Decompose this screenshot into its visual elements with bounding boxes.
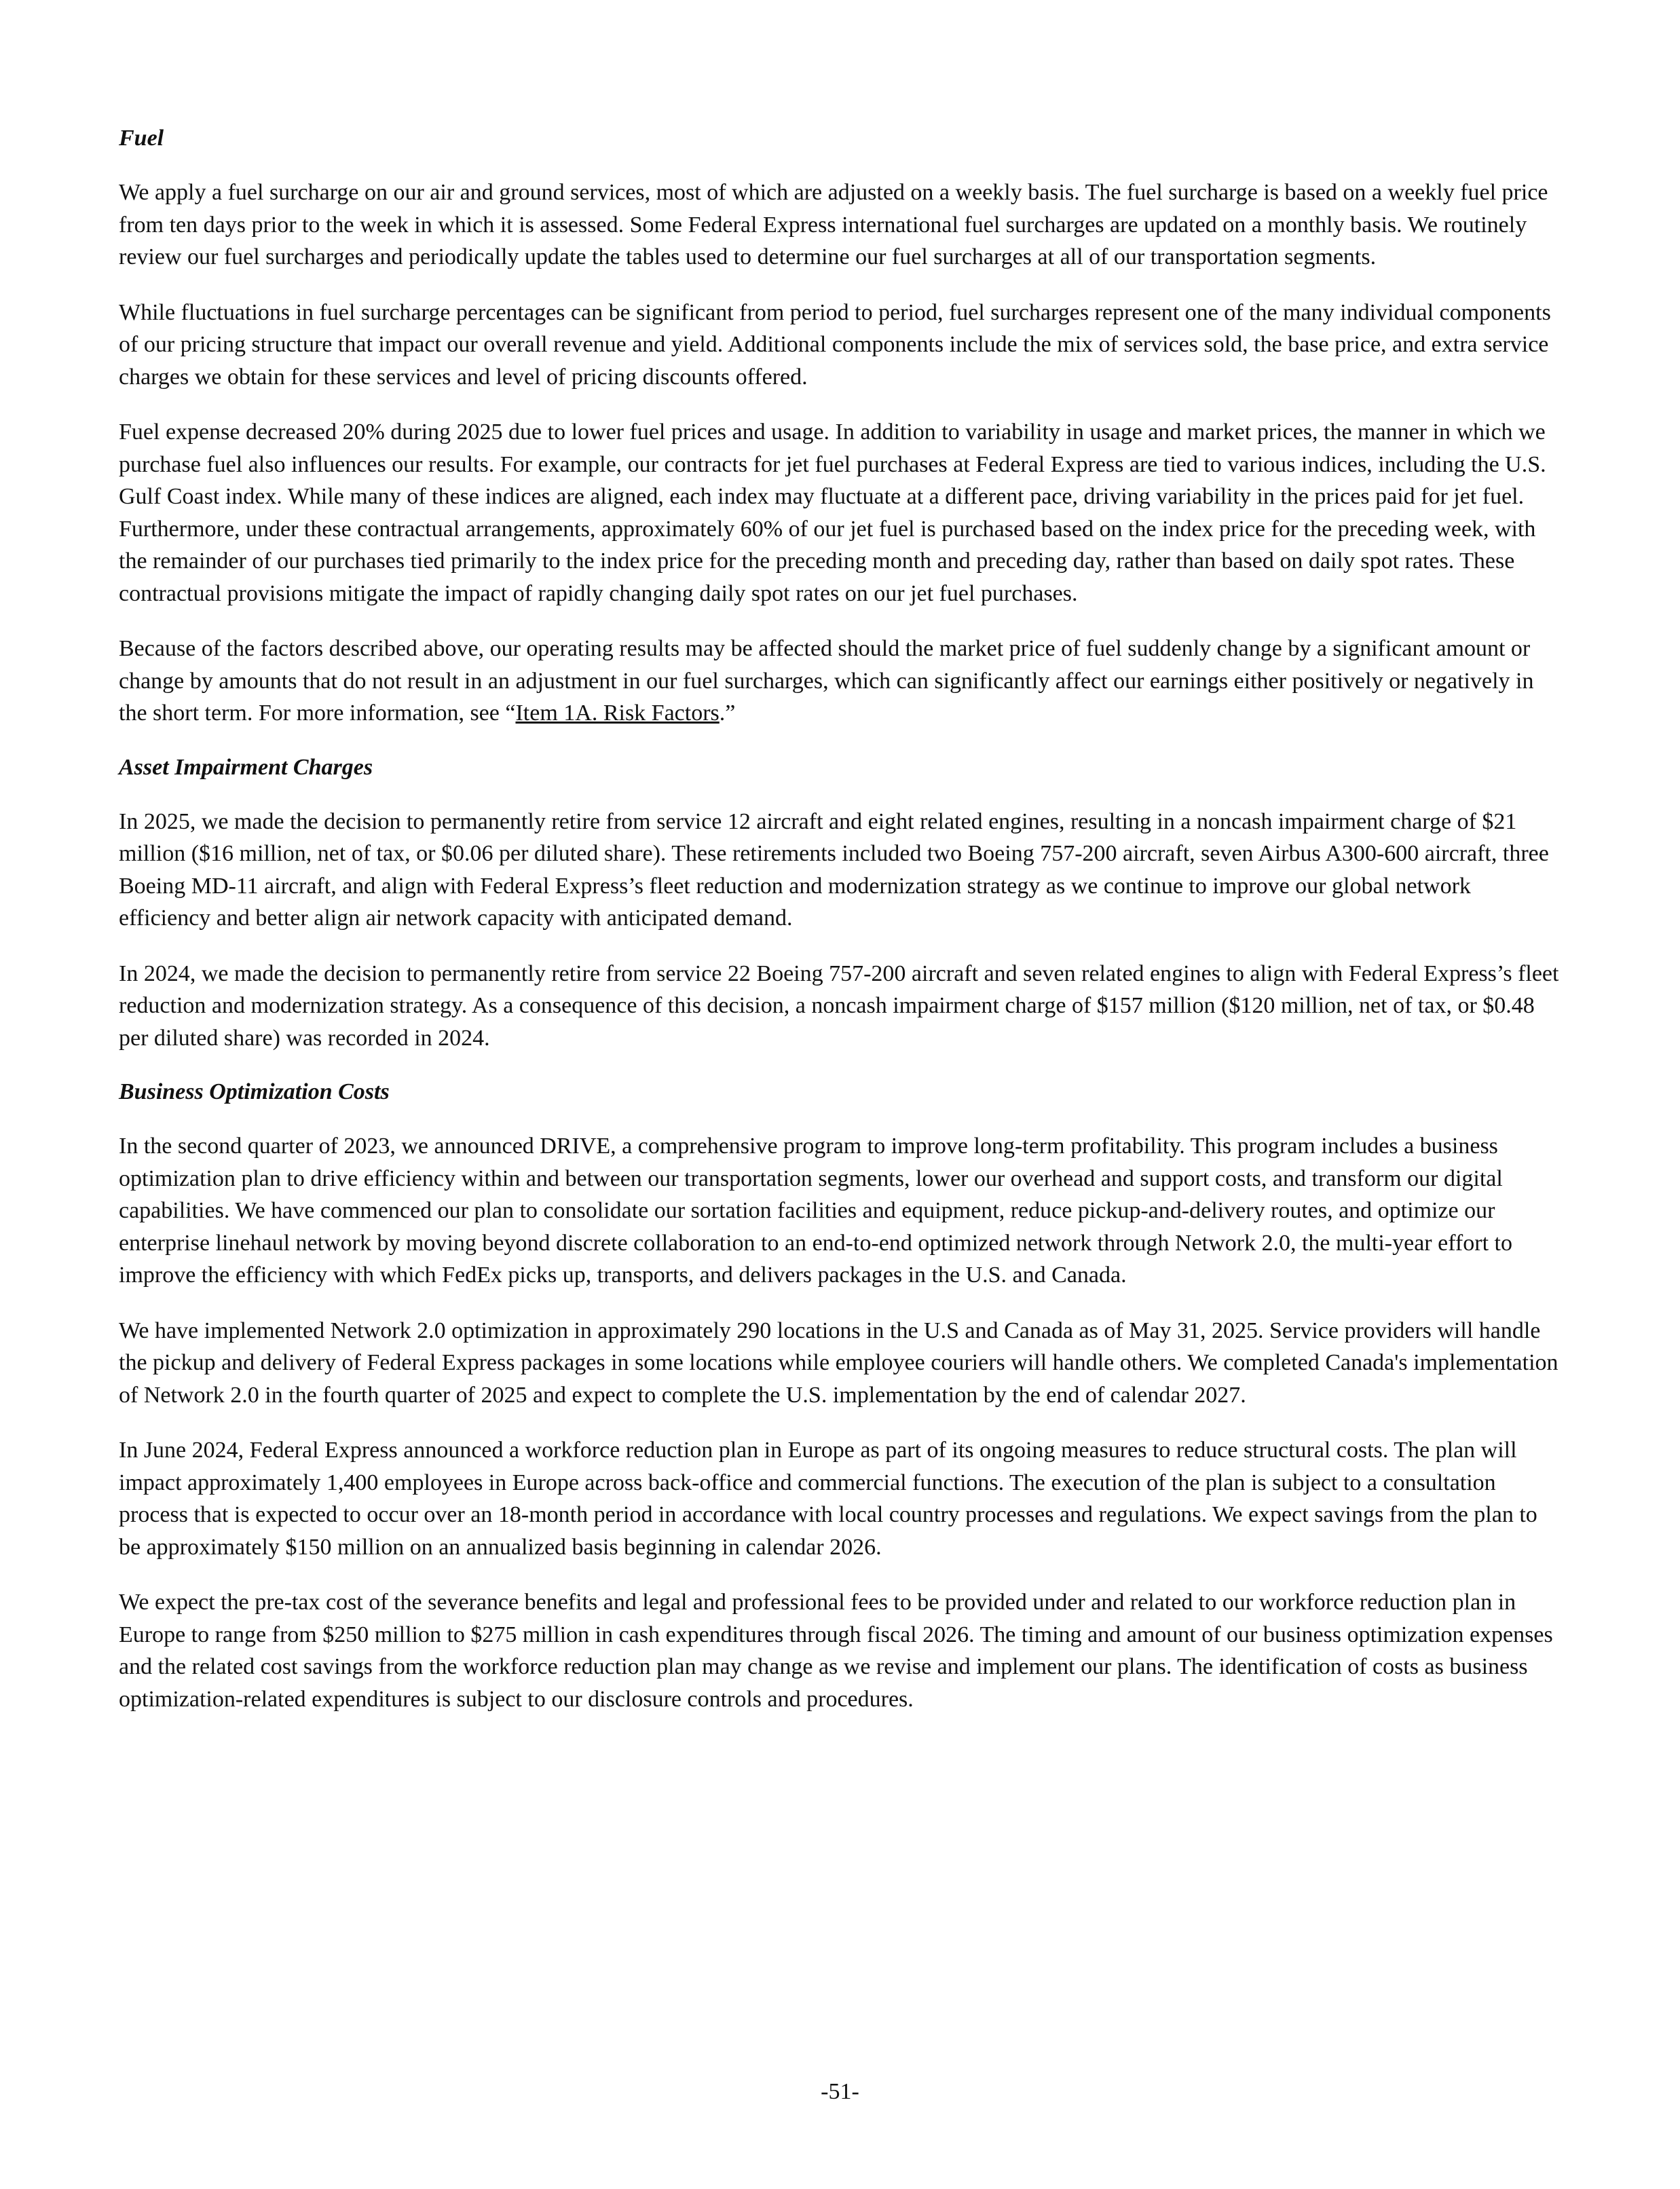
optimization-paragraph-2: We have implemented Network 2.0 optimization in approximately 290 locations in the U.S and Canada as of May 31, 2025. Service providers will handle the pickup and delivery of Federal Express packages in some locations while employee couriers will handle others. We completed Canada's implementation of Network 2.0 in the fourth quarter of 2025 and expect to complete the U.S. implementation by the end of calendar 2027. [119, 1317, 1558, 1408]
impairment-paragraph-1: In 2025, we made the decision to permanently retire from service 12 aircraft and eight related engines, resulting in a noncash impairment charge of $21 million ($16 million, net of tax, or $0.06 per diluted share). These retirements included two Boeing 757-200 aircraft, seven Airbus A300-600 aircraft, three Boeing MD-11 aircraft, and align with Federal Express’s fleet reduction and modernization strategy as we continue to improve our global network efficiency and better align air network capacity with anticipated demand. [119, 808, 1549, 931]
fuel-paragraph-2: While fluctuations in fuel surcharge percentages can be significant from period to period, fuel surcharges represent one of the many individual components of our pricing structure that impact our overall revenue and yield. Additional components include the mix of services sold, the base price, and extra service charges we obtain for these services and level of pricing discounts offered. [119, 299, 1551, 390]
fuel-paragraph-4 [119, 633, 1561, 730]
risk-factors-link[interactable]: Item 1A. Risk Factors [515, 700, 720, 726]
document-body [119, 124, 1561, 1738]
section-heading-asset-impairment: Asset Impairment Charges [119, 754, 373, 780]
section-heading-business-optimization: Business Optimization Costs [119, 1079, 390, 1104]
fuel-paragraph-4-end: .” [719, 700, 736, 726]
fuel-paragraph-1: We apply a fuel surcharge on our air and ground services, most of which are adjusted on a weekly basis. The fuel surcharge is based on a weekly fuel price from ten days prior to the week in which it is assessed. Some Federal Express international fuel surcharges are updated on a monthly basis. We routinely review our fuel surcharges and periodically update the tables used to determine our fuel surcharges at all of our transportation segments. [119, 180, 1548, 269]
optimization-paragraph-4: We expect the pre-tax cost of the severance benefits and legal and professional fees to be provided under and related to our workforce reduction plan in Europe to range from $250 million to $275 million in cash expenditures through fiscal 2026. The timing and amount of our business optimization expenses and the related cost savings from the workforce reduction plan may change as we revise and implement our plans. The identification of costs as business optimization-related expenditures is subject to our disclosure controls and procedures. [119, 1590, 1553, 1712]
impairment-paragraph-2: In 2024, we made the decision to permanently retire from service 22 Boeing 757-200 aircraft and seven related engines to align with Federal Express’s fleet reduction and modernization strategy. As a consequence of this decision, a noncash impairment charge of $157 million ($120 million, net of tax, or $0.48 per diluted share) was recorded in 2024. [119, 960, 1559, 1051]
fuel-paragraph-3: Fuel expense decreased 20% during 2025 due to lower fuel prices and usage. In addition to variability in usage and market prices, the manner in which we purchase fuel also influences our results. For example, our contracts for jet fuel purchases at Federal Express are tied to various indices, including the U.S. Gulf Coast index. While many of these indices are aligned, each index may fluctuate at a different pace, driving variability in the prices paid for jet fuel. Furthermore, under these contractual arrangements, approximately 60% of our jet fuel is purchased based on the index price for the preceding week, with the remainder of our purchases tied primarily to the index price for the preceding month and preceding day, rather than based on daily spot rates. These contractual provisions mitigate the impact of rapidly changing daily spot rates on our jet fuel purchases. [119, 419, 1546, 606]
optimization-paragraph-3: In June 2024, Federal Express announced a workforce reduction plan in Europe as part of its ongoing measures to reduce structural costs. The plan will impact approximately 1,400 employees in Europe across back-office and commercial functions. The execution of the plan is subject to a consultation process that is expected to occur over an 18-month period in accordance with local country processes and regulations. We expect savings from the plan to be approximately $150 million on an annualized basis beginning in calendar 2026. [119, 1438, 1537, 1560]
optimization-paragraph-1: In the second quarter of 2023, we announced DRIVE, a comprehensive program to improve long-term profitability. This program includes a business optimization plan to drive efficiency within and between our transportation segments, lower our overhead and support costs, and transform our digital capabilities. We have commenced our plan to consolidate our sortation facilities and equipment, reduce pickup-and-delivery routes, and optimize our enterprise linehaul network by moving beyond discrete collaboration to an end-to-end optimized network through Network 2.0, the multi-year effort to improve the efficiency with which FedEx picks up, transports, and delivers packages in the U.S. and Canada. [119, 1134, 1512, 1288]
fuel-paragraph-4-text: Because of the factors described above, our operating results may be affected should the market price of fuel suddenly change by a significant amount or change by amounts that do not result in an adjustment in our fuel surcharges, which can significantly affect our earnings either positively or negatively in the short term. For more information, see “ [119, 636, 1534, 726]
page-number: -51- [821, 2079, 859, 2104]
section-heading-fuel: Fuel [119, 126, 164, 151]
